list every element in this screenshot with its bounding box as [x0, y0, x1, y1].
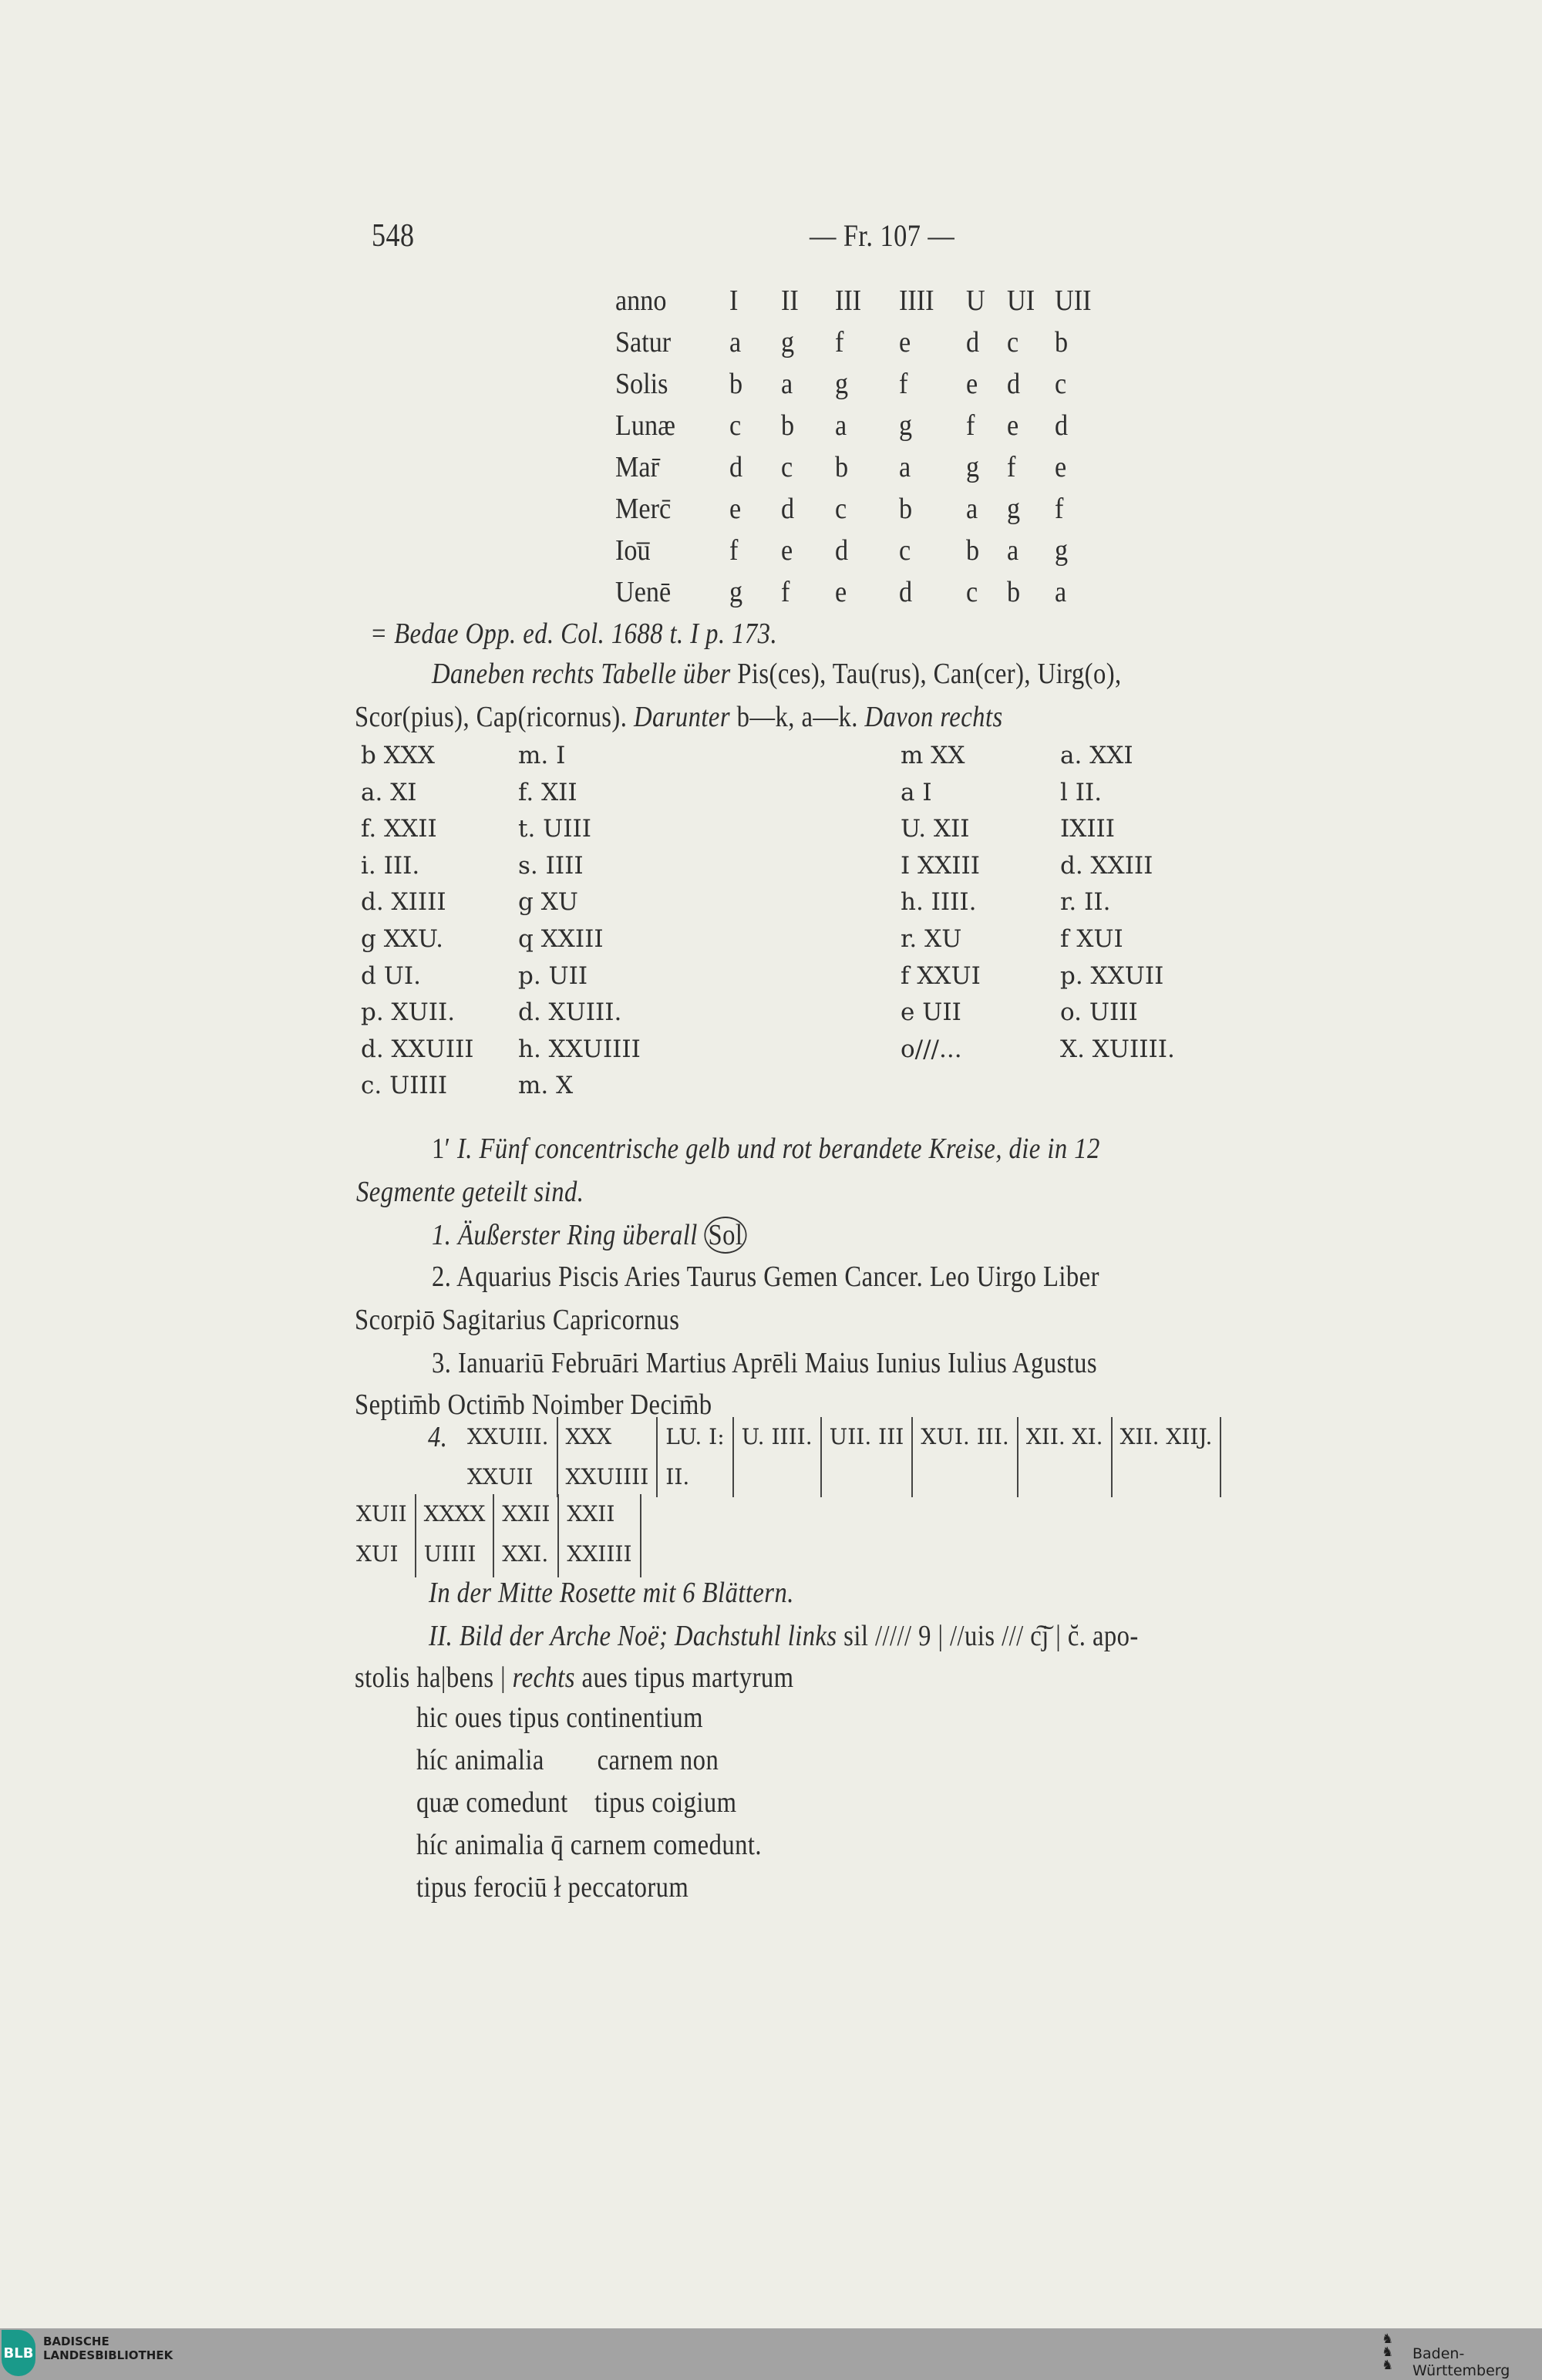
table-cell: c	[899, 534, 911, 567]
numeral-value: UII. III	[829, 1424, 904, 1449]
verse-line: hic oues tipus continentium	[416, 1702, 703, 1734]
item-4-numeral-table-row-1	[460, 1417, 1221, 1497]
table-cell: c	[1007, 326, 1019, 359]
list-item: f XXUI	[901, 961, 981, 990]
table-cell: d	[835, 534, 849, 567]
table-cell: g	[1055, 534, 1069, 567]
column-header: U	[966, 284, 985, 317]
list-item: d. XIIII	[361, 888, 446, 917]
numeral-cell	[348, 1494, 415, 1577]
section-2-line-2	[355, 1661, 794, 1695]
column-header: UII	[1055, 284, 1092, 317]
planet-name: Iou̅	[615, 534, 651, 567]
list-item: t. UIII	[518, 815, 592, 843]
table-cell: a	[1007, 534, 1019, 567]
table-cell: e	[835, 576, 847, 608]
item-1	[432, 1217, 747, 1254]
verse-line: híc animalia q̄ carnem comedunt.	[416, 1829, 762, 1861]
roman-text: b—k, a—k.	[736, 701, 858, 733]
list-item: o///...	[901, 1035, 962, 1063]
section-1-text: I. Fünf concentrische gelb und rot berandete Kreise, die in 12	[456, 1133, 1100, 1165]
numeral-cell	[557, 1494, 641, 1577]
table-cell: f	[899, 368, 908, 400]
list-item: g XXU.	[361, 924, 443, 953]
table-cell: e	[1007, 409, 1019, 442]
citation: = Bedae Opp. ed. Col. 1688 t. I p. 173.	[370, 618, 778, 650]
item-4-label: 4.	[428, 1421, 448, 1453]
table-cell: f	[781, 576, 790, 608]
numeral-cell	[493, 1494, 557, 1577]
table-cell: b	[835, 451, 849, 483]
list-item: i. III.	[361, 851, 420, 880]
list-item: b XXX	[361, 742, 435, 769]
roman-text: Scor(pius), Cap(ricornus).	[355, 701, 628, 733]
numeral-cell	[911, 1417, 1016, 1497]
verse-line: quæ comedunt tipus coigium	[416, 1786, 737, 1819]
section-1-text-cont: Segmente geteilt sind.	[356, 1176, 584, 1208]
list-column-1	[361, 742, 474, 1109]
page-header-title: — Fr. 107 —	[810, 218, 955, 253]
list-item: f. XII	[518, 778, 577, 806]
item-1-text: 1. Äußerster Ring überall	[432, 1219, 698, 1251]
column-header: IIII	[899, 284, 934, 317]
roman-text: Pis(ces), Tau(rus), Can(cer), Uirg(o),	[737, 658, 1122, 690]
coat-of-arms-lions-icon: ♞ ♞ ♞	[1382, 2331, 1394, 2373]
table-cell: a	[781, 368, 793, 400]
paragraph-line	[355, 700, 1003, 734]
numeral-value: XUI	[356, 1541, 399, 1567]
list-item: m. I	[518, 742, 566, 769]
list-item: X. XUIIII.	[1060, 1035, 1175, 1063]
italic-text: II. Bild der Arche Noë; Dachstuhl links	[429, 1620, 837, 1652]
list-item: d UI.	[361, 961, 421, 990]
column-header: UI	[1007, 284, 1035, 317]
list-item: h. IIII.	[901, 888, 977, 917]
numeral-value: XII. XIIJ.	[1119, 1424, 1213, 1449]
table-cell: f	[835, 326, 844, 359]
footer-bar	[0, 2328, 1542, 2380]
list-item: r. II.	[1060, 888, 1111, 917]
table-cell: f	[966, 409, 975, 442]
table-cell: b	[899, 493, 913, 525]
planet-name: Lunæ	[615, 409, 675, 442]
italic-text: Davon rechts	[864, 701, 1003, 733]
list-item: c. UIIII	[361, 1072, 448, 1100]
list-item: e UII	[901, 998, 961, 1027]
list-item: m. X	[518, 1072, 574, 1100]
item-4-numeral-table-row-2	[348, 1494, 641, 1577]
table-cell: b	[966, 534, 980, 567]
list-item: I XXIII	[901, 851, 980, 880]
circled-sol: Sol	[704, 1217, 746, 1254]
numeral-cell	[732, 1417, 820, 1497]
numeral-value: XXII	[567, 1501, 615, 1527]
table-cell: e	[966, 368, 978, 400]
table-cell: b	[1007, 576, 1021, 608]
list-item: a. XI	[361, 778, 417, 806]
table-cell: b	[1055, 326, 1069, 359]
numeral-cell	[1017, 1417, 1111, 1497]
table-cell: f	[1007, 451, 1016, 483]
list-item: l II.	[1060, 778, 1103, 806]
list-item: h. XXUIIII	[518, 1035, 641, 1063]
numeral-value: XXUIII.	[467, 1424, 549, 1449]
column-header: III	[835, 284, 862, 317]
roman-text: stolis ha|bens |	[355, 1661, 507, 1694]
list-column-4	[1060, 742, 1175, 1072]
table-cell: e	[781, 534, 793, 567]
planet-name: Solis	[615, 368, 668, 400]
state-name: Baden-Württemberg	[1412, 2345, 1510, 2379]
list-item: q XXIII	[518, 924, 604, 953]
numeral-value: XXIIII	[567, 1541, 632, 1567]
numeral-value: XUI. III.	[921, 1424, 1009, 1449]
numeral-cell	[656, 1417, 732, 1497]
numeral-value: XXUII	[467, 1464, 534, 1490]
planet-name: Merc̄	[615, 493, 672, 525]
library-name-line-1: BADISCHE	[43, 2335, 109, 2348]
table-cell: g	[899, 409, 913, 442]
list-item: p. XXUII	[1060, 961, 1164, 990]
section-2-line-1	[429, 1619, 1139, 1653]
list-item: U. XII	[901, 815, 970, 843]
library-name-line-2: LANDESBIBLIOTHEK	[43, 2348, 173, 2362]
list-item: r. XU	[901, 924, 962, 953]
numeral-value: UIIII	[423, 1541, 476, 1567]
blb-logo-icon: BLB	[2, 2330, 35, 2376]
table-cell: d	[729, 451, 743, 483]
numeral-value: XXXX	[423, 1501, 486, 1527]
planet-name: Satur	[615, 326, 672, 359]
table-header-label: anno	[615, 284, 667, 317]
table-cell: a	[899, 451, 911, 483]
verse-block	[416, 1701, 818, 1913]
column-header: II	[781, 284, 799, 317]
column-header: I	[729, 284, 739, 317]
table-cell: g	[966, 451, 980, 483]
numeral-value: II.	[665, 1464, 690, 1490]
list-item: d. XXIII	[1060, 851, 1153, 880]
table-cell: a	[729, 326, 742, 359]
library-name	[43, 2335, 173, 2362]
item-3-line-2: Septim̄b Octim̄b Noimber Decim̄b	[355, 1389, 712, 1421]
table-cell: a	[966, 493, 978, 525]
table-cell: d	[966, 326, 980, 359]
table-cell: f	[1055, 493, 1064, 525]
list-column-3	[901, 742, 981, 1072]
table-cell: d	[1007, 368, 1021, 400]
table-cell: d	[781, 493, 795, 525]
table-cell: g	[835, 368, 849, 400]
table-cell: c	[781, 451, 793, 483]
table-cell: c	[729, 409, 742, 442]
verse-line: tipus ferociū ł peccatorum	[416, 1871, 689, 1904]
table-cell: e	[899, 326, 911, 359]
table-cell: a	[1055, 576, 1067, 608]
list-item: m XX	[901, 742, 965, 769]
numeral-value: XII. XI.	[1025, 1424, 1103, 1449]
numeral-value: U. IIII.	[741, 1424, 813, 1449]
page-number: 548	[372, 218, 415, 254]
list-item: f XUI	[1060, 924, 1123, 953]
italic-text: Daneben rechts Tabelle über	[432, 658, 731, 690]
list-item: s. IIII	[518, 851, 584, 880]
numeral-value: XXII	[502, 1501, 550, 1527]
list-item: o. UIII	[1060, 998, 1138, 1027]
table-cell: c	[835, 493, 847, 525]
planet-name: Mar̄	[615, 451, 659, 483]
table-cell: e	[1055, 451, 1067, 483]
numeral-cell	[460, 1417, 557, 1497]
list-item: a. XXI	[1060, 742, 1133, 769]
footnote-marker: 1ʹ	[432, 1133, 451, 1165]
list-item: g XU	[518, 888, 578, 917]
table-cell: g	[781, 326, 795, 359]
table-cell: c	[966, 576, 978, 608]
list-item: d. XXUIII	[361, 1035, 474, 1063]
list-item: p. UII	[518, 961, 588, 990]
list-item: f. XXII	[361, 815, 437, 843]
rosette-note: In der Mitte Rosette mit 6 Blättern.	[429, 1577, 794, 1609]
table-cell: c	[1055, 368, 1067, 400]
numeral-value: XXX	[565, 1424, 612, 1449]
numeral-value: XXUIIII	[565, 1464, 649, 1490]
section-1-heading	[432, 1132, 1100, 1166]
planet-name: Uenē	[615, 576, 672, 608]
table-cell: g	[1007, 493, 1021, 525]
item-3-line-1: 3. Ianuariū Februāri Martius Aprēli Maius Iunius Iulius Agustus	[432, 1347, 1098, 1379]
numeral-value: XUII	[356, 1501, 407, 1527]
table-cell: e	[729, 493, 742, 525]
list-item: IXIII	[1060, 815, 1116, 843]
numeral-cell	[415, 1494, 493, 1577]
list-column-2	[518, 742, 641, 1109]
list-item: d. XUIII.	[518, 998, 622, 1027]
table-cell: g	[729, 576, 743, 608]
table-cell: a	[835, 409, 847, 442]
table-cell: b	[729, 368, 743, 400]
numeral-cell	[1111, 1417, 1222, 1497]
italic-text: rechts	[512, 1661, 575, 1694]
italic-text: Darunter	[633, 701, 731, 733]
verse-line: híc animalia carnem non	[416, 1744, 719, 1776]
numeral-value: LU. I:	[665, 1424, 725, 1449]
roman-text: aues tipus martyrum	[581, 1661, 794, 1694]
table-cell: d	[899, 576, 913, 608]
numeral-cell	[820, 1417, 912, 1497]
paragraph-line	[432, 657, 1122, 691]
item-2-line-2: Scorpiō Sagitarius Capricornus	[355, 1304, 680, 1336]
table-cell: b	[781, 409, 795, 442]
roman-text: sil ///// 9 | //uis /// c͠j | c̆. apo-	[843, 1620, 1139, 1652]
numeral-cell	[557, 1417, 657, 1497]
table-cell: d	[1055, 409, 1069, 442]
list-item: p. XUII.	[361, 998, 456, 1027]
item-2-line-1: 2. Aquarius Piscis Aries Taurus Gemen Cancer. Leo Uirgo Liber	[432, 1261, 1099, 1293]
list-item: a I	[901, 778, 932, 806]
numeral-value: XXI.	[502, 1541, 549, 1567]
table-cell: f	[729, 534, 739, 567]
